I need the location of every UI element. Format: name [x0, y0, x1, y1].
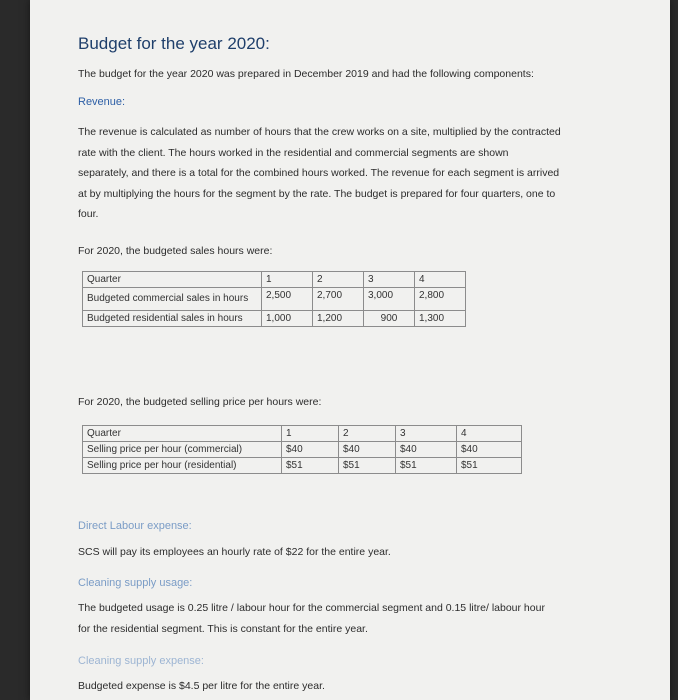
table-cell: $51: [282, 458, 339, 474]
table-header-cell: 2: [313, 272, 364, 288]
table-header-cell: Quarter: [83, 426, 282, 442]
table-cell: $51: [457, 458, 522, 474]
table-cell: 2,800: [415, 288, 466, 311]
table-cell: 3,000: [364, 288, 415, 311]
table-header-cell: 3: [396, 426, 457, 442]
hours-table: [82, 271, 466, 327]
table-row: [83, 458, 522, 474]
revenue-line: rate with the client. The hours worked in the residential and commercial segments are shown: [78, 146, 509, 159]
table-cell: 2,700: [313, 288, 364, 311]
supply-expense-heading: Cleaning supply expense:: [78, 655, 204, 667]
document-page: [30, 0, 670, 700]
table-cell: $40: [457, 442, 522, 458]
table-cell: 1,000: [262, 311, 313, 327]
table-row: [83, 311, 466, 327]
labour-text: SCS will pay its employees an hourly rate of $22 for the entire year.: [78, 546, 391, 558]
page-title: Budget for the year 2020:: [78, 34, 270, 53]
labour-heading: Direct Labour expense:: [78, 520, 192, 532]
table-cell: $40: [339, 442, 396, 458]
table-cell: $40: [282, 442, 339, 458]
supply-usage-line: The budgeted usage is 0.25 litre / labour hour for the commercial segment and 0.15 litre/ labour hour: [78, 602, 545, 614]
table-cell: 1,200: [313, 311, 364, 327]
table-row: [83, 288, 466, 311]
table-row: [83, 272, 466, 288]
table-header-cell: 2: [339, 426, 396, 442]
price-table: [82, 425, 522, 474]
table-row: [83, 426, 522, 442]
revenue-line: at by multiplying the hours for the segment by the rate. The budget is prepared for four quarters, one to: [78, 187, 556, 200]
table-cell: Budgeted commercial sales in hours: [83, 288, 262, 311]
supply-usage-heading: Cleaning supply usage:: [78, 577, 193, 589]
revenue-line: four.: [78, 208, 99, 220]
supply-usage-line: for the residential segment. This is constant for the entire year.: [78, 623, 368, 635]
supply-expense-text: Budgeted expense is $4.5 per litre for the entire year.: [78, 680, 325, 692]
table-row: [83, 442, 522, 458]
table-header-cell: Quarter: [83, 272, 262, 288]
price-caption: For 2020, the budgeted selling price per hours were:: [78, 396, 322, 408]
revenue-line: The revenue is calculated as number of hours that the crew works on a site, multiplied by the contracted: [78, 126, 561, 138]
table-cell: $51: [396, 458, 457, 474]
table-cell: 2,500: [262, 288, 313, 311]
table-header-cell: 4: [415, 272, 466, 288]
revenue-paragraph: [78, 122, 598, 225]
table-header-cell: 4: [457, 426, 522, 442]
table-cell: Selling price per hour (commercial): [83, 442, 282, 458]
table-cell: Selling price per hour (residential): [83, 458, 282, 474]
revenue-line: separately, and there is a total for the combined hours worked. The revenue for each segment is arrived: [78, 167, 560, 179]
table-cell: Budgeted residential sales in hours: [83, 311, 262, 327]
revenue-heading: Revenue:: [78, 96, 126, 108]
table-header-cell: 3: [364, 272, 415, 288]
table-cell: $40: [396, 442, 457, 458]
intro-text: The budget for the year 2020 was prepared in December 2019 and had the following components:: [78, 68, 534, 80]
hours-caption: For 2020, the budgeted sales hours were:: [78, 245, 273, 257]
table-header-cell: 1: [282, 426, 339, 442]
table-header-cell: 1: [262, 272, 313, 288]
table-cell: 900: [364, 311, 415, 327]
table-cell: $51: [339, 458, 396, 474]
table-cell: 1,300: [415, 311, 466, 327]
